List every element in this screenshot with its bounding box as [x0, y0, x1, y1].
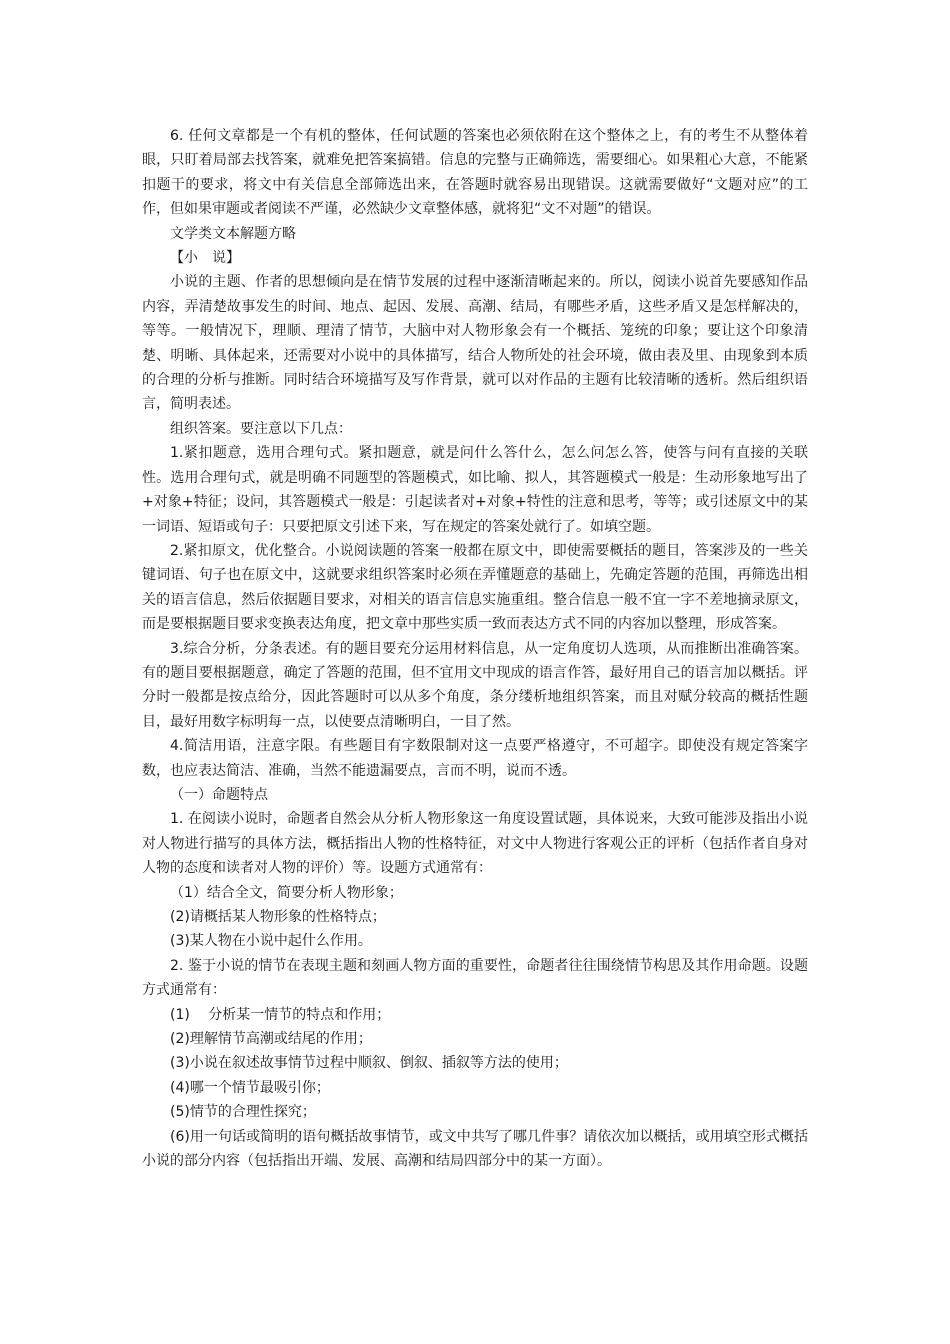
- list-item-character-2: (2)请概括某人物形象的性格特点；: [170, 909, 386, 925]
- list-item-plot-4: (4)哪一个情节最吸引你；: [170, 1079, 330, 1096]
- document-page: [142, 124, 808, 1173]
- section-title-novel: 【小 说】: [170, 250, 240, 267]
- list-item-plot-1: (1) 分析某一情节的特点和作用；: [170, 1006, 391, 1023]
- list-item-character-3: (3)某人物在小说中起什么作用。: [170, 933, 372, 950]
- paragraph-point-3: 3.综合分析，分条表述。有的题目要充分运用材料信息，从一定角度切人选项，从而推断出准确答案。有的题目要根据题意，确定了答题的范围，但不宜用文中现成的语言作答，最好用自己的语言加以概括。评分时一般都是按点给分，因此答题时可以从多个角度，条分缕析地组织答案，而且对赋分较高的概括性题目，最好用数字标明每一点，以使要点清晰明白，一目了然。: [142, 640, 808, 730]
- paragraph-point-1: 1.紧扣题意，选用合理句式。紧扣题意，就是问什么答什么，怎么问怎么答，使答与问有直接的关联性。选用合理句式，就是明确不同题型的答题模式，如比喻、拟人，其答题模式一般是：生动形象地写出了+对象+特征；设问，其答题模式一般是：引起读者对+对象+特性的注意和思考，等等；或引述原文中的某一词语、短语或句子：只要把原文引述下来，写在规定的答案处就行了。如填空题。: [142, 445, 808, 535]
- paragraph-point-2: 2.紧扣原文，优化整合。小说阅读题的答案一般都在原文中，即使需要概括的题目，答案涉及的一些关键词语、句子也在原文中，这就要求组织答案时必须在弄懂题意的基础上，先确定答题的范围，再筛选出相关的语言信息，然后依据题目要求，对相关的语言信息实施重组。整合信息一般不宜一字不差地摘录原文，而是要根据题目要求变换表达角度，把文章中那些实质一致而表达方式不同的内容加以整理，形成答案。: [142, 542, 808, 633]
- list-item-plot-3: (3)小说在叙述故事情节过程中顺叙、倒叙、插叙等方法的使用；: [170, 1055, 568, 1072]
- list-item-plot-6: (6)用一句话或简明的语句概括故事情节，或文中共写了哪几件事？请依次加以概括，或用填空形式概括小说的部分内容（包括指出开端、发展、高潮和结局四部分中的某一方面）。: [142, 1128, 808, 1170]
- section-title-literary-strategy: 文学类文本解题方略: [170, 225, 296, 242]
- paragraph-feature-1: 1. 在阅读小说时，命题者自然会从分析人物形象这一角度设置试题，具体说来，大致可能涉及指出小说对人物进行描写的具体方法，概括指出人物的性格特征，对文中人物进行客观公正的评析（包括作者自身对人物的态度和读者对人物的评价）等。设题方式通常有：: [142, 811, 808, 877]
- paragraph-answer-integrity: 6. 任何文章都是一个有机的整体，任何试题的答案也必须依附在这个整体之上，有的考生不从整体着眼，只盯着局部去找答案，就难免把答案搞错。信息的完整与正确筛选，需要细心。如果粗心大意，不能紧扣题干的要求，将文中有关信息全部筛选出来，在答题时就容易出现错误。这就需要做好“文题对应”的工作，但如果审题或者阅读不严谨，必然缺少文章整体感，就将犯“文不对题”的错误。: [142, 128, 808, 218]
- paragraph-organize-answer: 组织答案。要注意以下几点：: [170, 420, 352, 437]
- list-item-plot-2: (2)理解情节高潮或结尾的作用；: [170, 1031, 372, 1048]
- section-title-question-features: （一）命题特点: [170, 786, 268, 803]
- paragraph-feature-2: 2. 鉴于小说的情节在表现主题和刻画人物方面的重要性，命题者往往围绕情节构思及其作用命题。设题方式通常有：: [142, 957, 808, 999]
- paragraph-point-4: 4.简洁用语，注意字限。有些题目有字数限制对这一点要严格遵守，不可超字。即使没有规定答案字数，也应表达简洁、准确，当然不能遗漏要点，言而不明，说而不透。: [142, 738, 808, 779]
- list-item-character-1: （1）结合全文，简要分析人物形象；: [170, 884, 403, 901]
- list-item-plot-5: (5)情节的合理性探究；: [170, 1104, 316, 1121]
- paragraph-novel-intro: 小说的主题、作者的思想倾向是在情节发展的过程中逐渐清晰起来的。所以，阅读小说首先要感知作品内容，弄清楚故事发生的时间、地点、起因、发展、高潮、结局，有哪些矛盾，这些矛盾又是怎样解决的，等等。一般情况下，理顺、理清了情节，大脑中对人物形象会有一个概括、笼统的印象；要让这个印象清楚、明晰、具体起来，还需要对小说中的具体描写，结合人物所处的社会环境，做由表及里、由现象到本质的合理的分析与推断。同时结合环境描写及写作背景，就可以对作品的主题有比较清晰的透析。然后组织语言，简明表述。: [142, 274, 808, 413]
